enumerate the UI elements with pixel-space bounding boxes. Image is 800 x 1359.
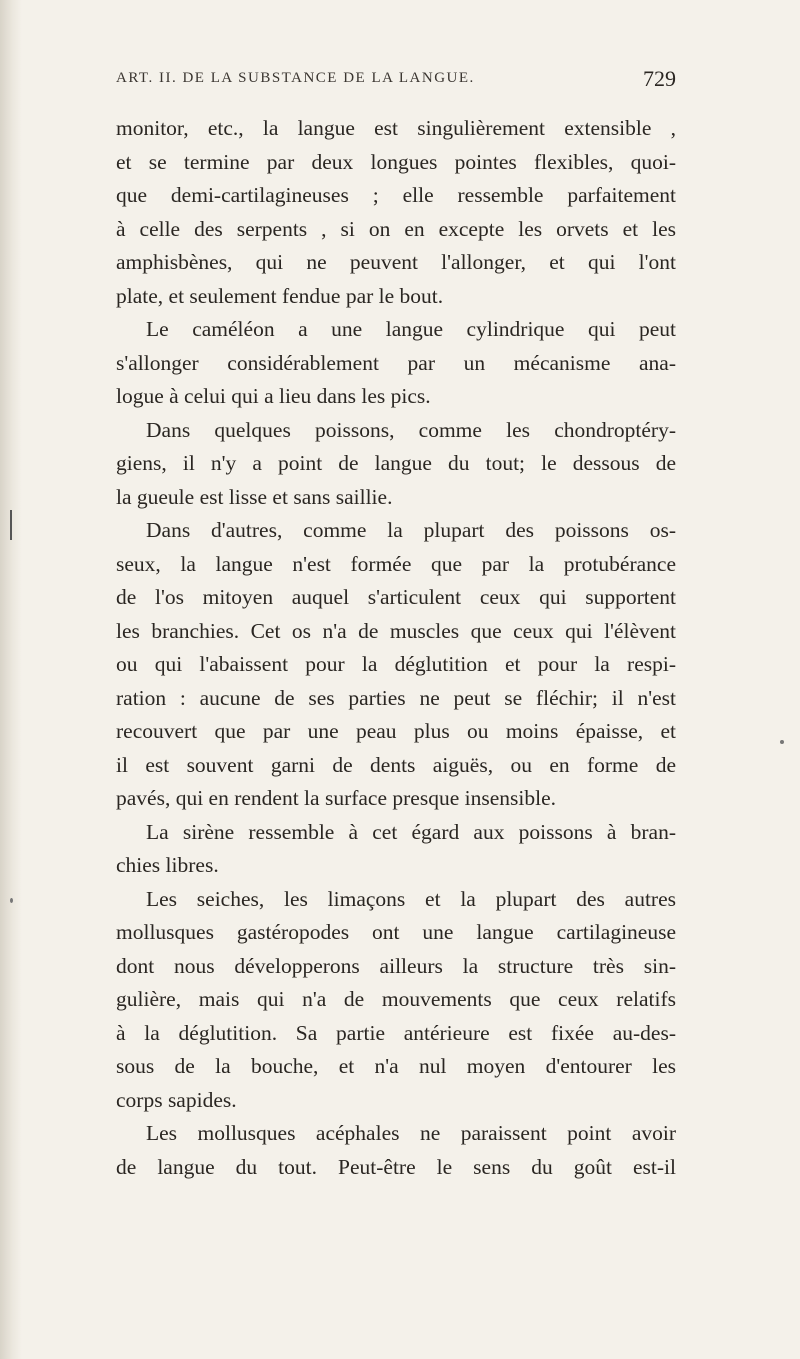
text-line: à celle des serpents , si on en excepte les orvets et les xyxy=(116,216,676,241)
ink-speck xyxy=(10,898,13,903)
paragraph-sirene xyxy=(116,816,676,883)
text-line: Dans quelques poissons, comme les chondroptéry- xyxy=(146,417,676,442)
text-line: ou qui l'abaissent pour la déglutition et pour la respi- xyxy=(116,652,676,676)
paragraph-cameleon xyxy=(116,313,676,414)
text-line: et se termine par deux longues pointes flexibles, quoi- xyxy=(116,149,676,174)
text-line: s'allonger considérablement par un mécanisme ana- xyxy=(116,350,676,375)
text-line: corps sapides. xyxy=(116,1087,237,1112)
paragraph-serpents xyxy=(116,112,676,313)
text-line: de l'os mitoyen auquel s'articulent ceux qui supportent xyxy=(116,585,676,609)
paragraph-chondropterygiens xyxy=(116,414,676,515)
text-line: sous de la bouche, et n'a nul moyen d'entourer les xyxy=(116,1054,676,1078)
paragraph-mollusques-acephales xyxy=(116,1117,676,1184)
running-header xyxy=(116,66,676,98)
running-title: ART. II. DE LA SUBSTANCE DE LA LANGUE. xyxy=(116,70,475,86)
margin-mark xyxy=(10,510,12,540)
text-line: La sirène ressemble à cet égard aux poissons à bran- xyxy=(146,819,676,844)
text-line: à la déglutition. Sa partie antérieure est fixée au-des- xyxy=(116,1020,676,1045)
text-line: que demi-cartilagineuses ; elle ressemble parfaitement xyxy=(116,183,676,207)
text-line: giens, il n'y a point de langue du tout; le dessous de xyxy=(116,451,676,475)
text-line: la gueule est lisse et sans saillie. xyxy=(116,484,393,509)
text-line: Le caméléon a une langue cylindrique qui peut xyxy=(146,317,676,341)
text-line: seux, la langue n'est formée que par la protubérance xyxy=(116,551,676,576)
text-line: amphisbènes, qui ne peuvent l'allonger, et qui l'ont xyxy=(116,250,676,274)
text-line: mollusques gastéropodes ont une langue cartilagineuse xyxy=(116,920,676,944)
paragraph-poissons-osseux xyxy=(116,514,676,816)
text-line: de langue du tout. Peut-être le sens du goût est-il xyxy=(116,1154,676,1179)
text-line: il est souvent garni de dents aiguës, ou en forme de xyxy=(116,752,676,777)
text-line: pavés, qui en rendent la surface presque insensible. xyxy=(116,786,556,810)
text-line: plate, et seulement fendue par le bout. xyxy=(116,283,444,308)
text-line: Les seiches, les limaçons et la plupart des autres xyxy=(146,886,676,911)
paragraph-mollusques-gasteropodes xyxy=(116,883,676,1118)
page-number: 729 xyxy=(643,66,676,91)
body-text xyxy=(116,112,676,1184)
text-line: Les mollusques acéphales ne paraissent point avoir xyxy=(146,1121,676,1145)
text-line: recouvert que par une peau plus ou moins épaisse, et xyxy=(116,719,676,743)
text-line: monitor, etc., la langue est singulièrement extensible , xyxy=(116,116,676,140)
text-line: chies libres. xyxy=(116,853,219,877)
ink-speck xyxy=(780,740,784,744)
text-line: gulière, mais qui n'a de mouvements que ceux relatifs xyxy=(116,987,676,1011)
text-line: les branchies. Cet os n'a de muscles que ceux qui l'élèvent xyxy=(116,618,676,643)
text-line: dont nous développerons ailleurs la structure très sin- xyxy=(116,953,676,978)
text-line: Dans d'autres, comme la plupart des poissons os- xyxy=(146,518,676,542)
text-line: logue à celui qui a lieu dans les pics. xyxy=(116,384,431,408)
page-edge-shadow xyxy=(0,0,22,1359)
text-line: ration : aucune de ses parties ne peut se fléchir; il n'est xyxy=(116,685,676,710)
